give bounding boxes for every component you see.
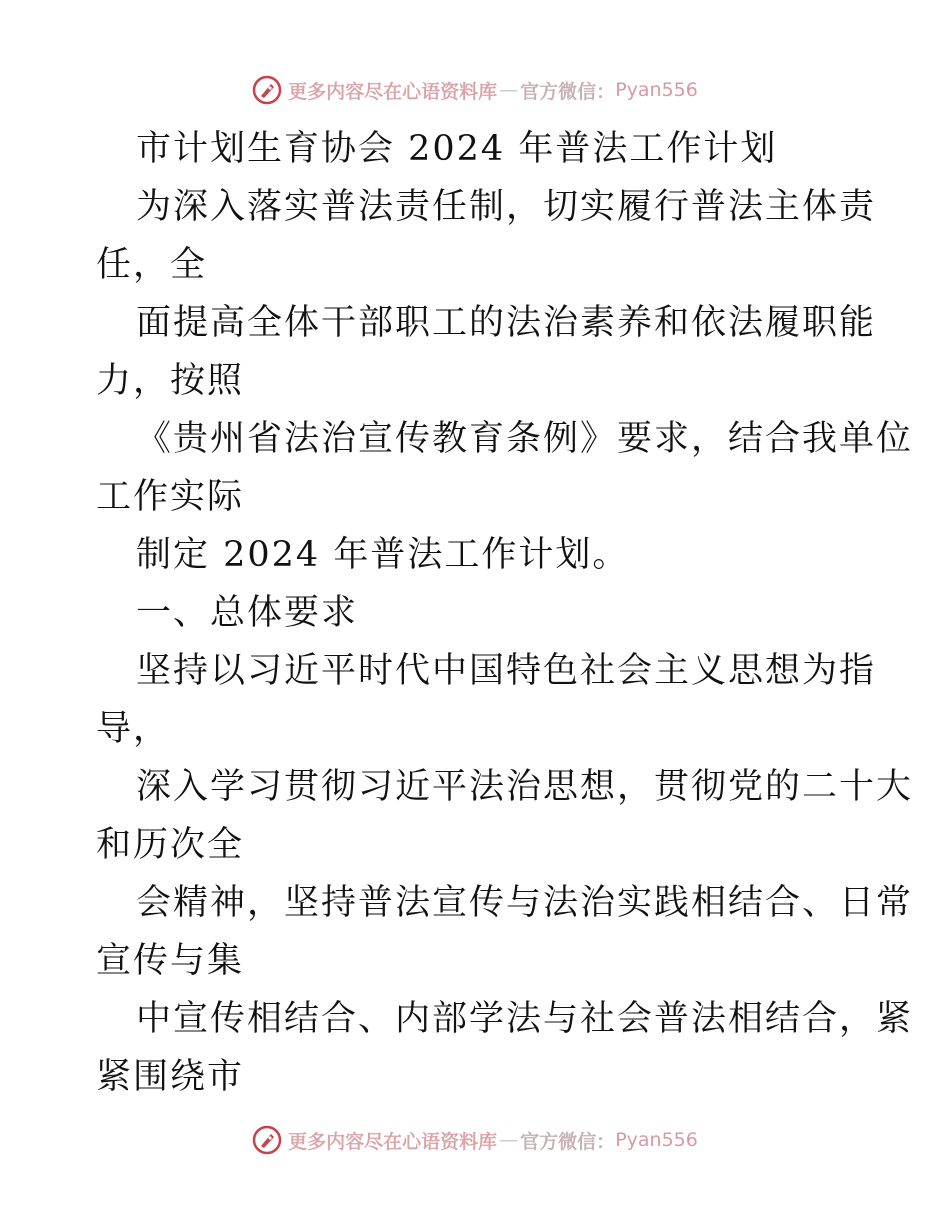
text-line: 深入学习贯彻习近平法治思想，贯彻党的二十大 bbox=[136, 767, 914, 807]
text-line: 和历次全 bbox=[96, 825, 245, 865]
text-line: 中宣传相结合、内部学法与社会普法相结合，紧 bbox=[136, 999, 914, 1039]
text-line: 《贵州省法治宣传教育条例》要求，结合我单位 bbox=[136, 419, 914, 459]
text-line: 紧围绕市 bbox=[96, 1057, 245, 1097]
watermark-wechat-id: Pyan556 bbox=[615, 79, 698, 101]
watermark-separator: — bbox=[499, 79, 519, 101]
document-body bbox=[96, 120, 914, 1106]
pen-nib-logo-icon bbox=[252, 1125, 282, 1155]
text-line: 工作实际 bbox=[96, 477, 245, 517]
pen-nib-logo-icon bbox=[252, 75, 282, 105]
watermark-separator: — bbox=[499, 1129, 519, 1151]
watermark-text: 更多内容尽在心语资料库 bbox=[288, 1130, 498, 1153]
text-line: 导， bbox=[96, 709, 171, 749]
text-line: 宣传与集 bbox=[96, 941, 245, 981]
watermark-wechat-label: 官方微信： bbox=[520, 1130, 616, 1153]
text-line: 会精神，坚持普法宣传与法治实践相结合、日常 bbox=[136, 883, 914, 923]
watermark-wechat-id: Pyan556 bbox=[615, 1129, 698, 1151]
text-line: 力，按照 bbox=[96, 361, 245, 401]
section-heading: 一、总体要求 bbox=[136, 593, 359, 633]
watermark-text: 更多内容尽在心语资料库 bbox=[288, 80, 498, 103]
text-line: 坚持以习近平时代中国特色社会主义思想为指 bbox=[136, 651, 877, 691]
footer-watermark bbox=[0, 1120, 950, 1160]
header-watermark bbox=[0, 70, 950, 110]
watermark-wechat-label: 官方微信： bbox=[520, 80, 616, 103]
document-title: 市计划生育协会 2024 年普法工作计划 bbox=[136, 129, 778, 169]
text-line: 制定 2024 年普法工作计划。 bbox=[136, 535, 630, 575]
text-line: 任，全 bbox=[96, 245, 208, 285]
text-line: 为深入落实普法责任制，切实履行普法主体责 bbox=[136, 187, 877, 227]
text-line: 面提高全体干部职工的法治素养和依法履职能 bbox=[136, 303, 877, 343]
